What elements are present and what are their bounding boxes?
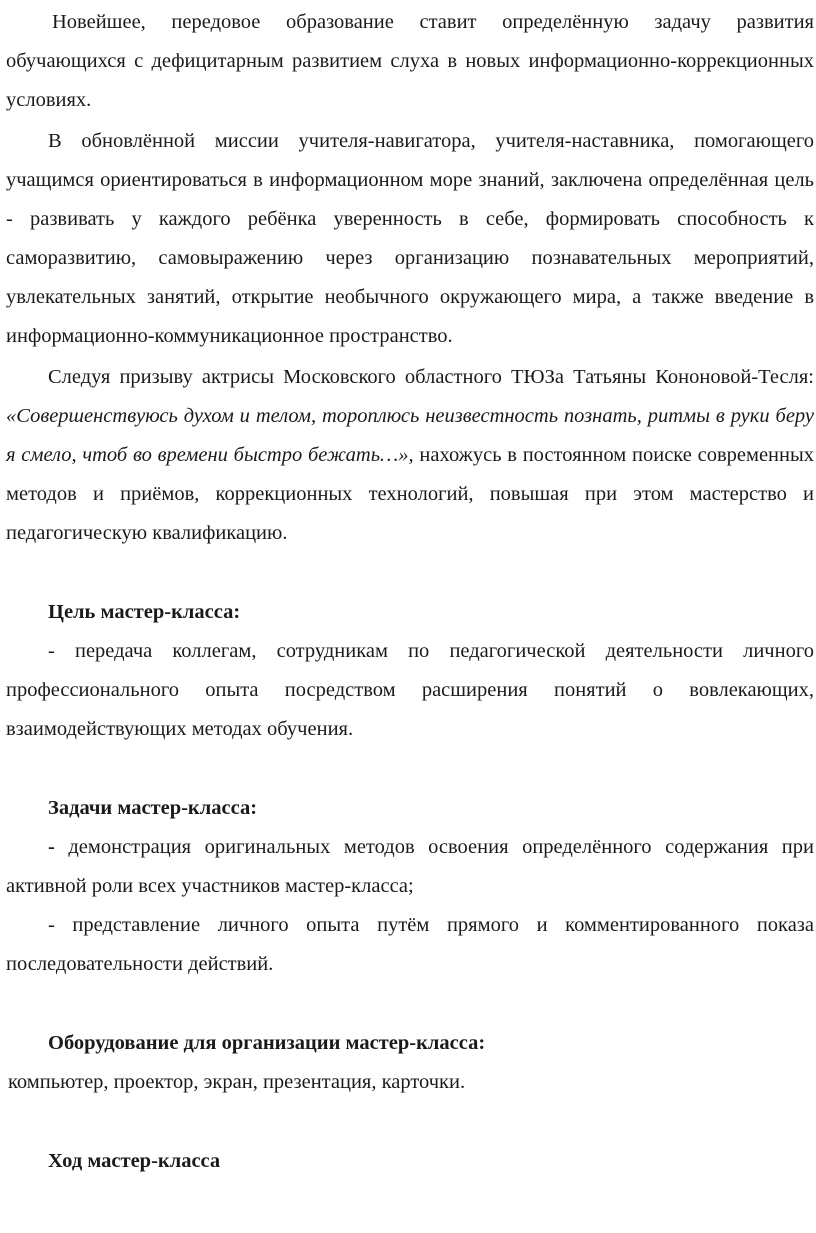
intro-paragraph-1: Новейшее, передовое образование ставит определённую задачу развития обучающихся с дефицитарным развитием слуха в новых информационно-коррекционных условиях. [6,11,814,111]
goal-text: - передача коллегам, сотрудникам по педагогической деятельности личного профессионального опыта посредством расширения понятий о вовлекающих, взаимодействующих методах обучения. [6,640,814,740]
intro-paragraph-3-start: Следуя призыву актрисы Московского областного ТЮЗа Татьяны Кононовой-Тесля: [48,366,814,388]
document-page [6,0,814,1181]
equipment-text: компьютер, проектор, экран, презентация, карточки. [8,1071,466,1093]
task-item-1-dash: - [48,836,55,858]
equipment-heading: Оборудование для организации мастер-класса: [48,1032,486,1054]
task-item-1 [6,828,814,906]
quote-text: «Совершенствуюсь духом и телом, тороплюсь неизвестность познать, ритмы в руки беру я смело, чтоб во времени быстро бежать…», [6,405,814,466]
intro-paragraph-3-end: нахожусь в постоянном поиске современных методов и приёмов, коррекционных технологий, повышая при этом мастерство и педагогическую квалификацию. [6,444,815,544]
task-item-1-text: демонстрация оригинальных методов освоения определённого содержания при активной роли всех участников мастер-класса; [6,836,814,897]
intro-paragraph-2: В обновлённой миссии учителя-навигатора, учителя-наставника, помогающего учащимся ориентироваться в информационном море знаний, заключена определённая цель - развивать у каждого ребёнка уверенность в себе, формировать способность к саморазвитию, самовыражению через организацию познавательных мероприятий, увлекательных занятий, открытие необычного окружающего мира, а также введение в информационно-коммуникационное пространство. [6,130,814,347]
tasks-heading: Задачи мастер-класса: [48,797,258,819]
intro-paragraph-3 [6,358,814,553]
progress-heading: Ход мастер-класса [48,1150,221,1172]
task-item-2: - представление личного опыта путём прямого и комментированного показа последовательности действий. [6,914,814,975]
goal-heading: Цель мастер-класса: [48,601,241,623]
